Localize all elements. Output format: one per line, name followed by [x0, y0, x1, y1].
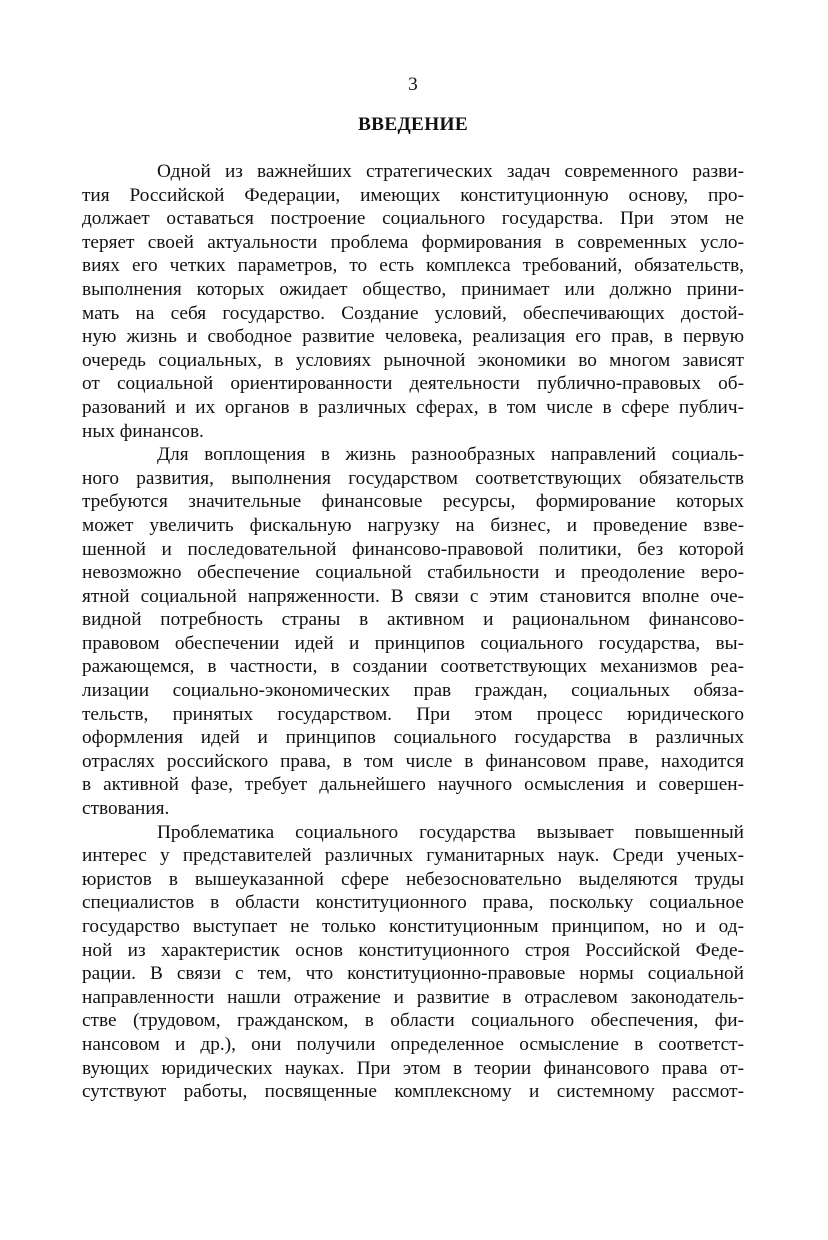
- text-line: от социальной ориентированности деятельности публично-правовых об-: [82, 373, 744, 395]
- text-line: ствования.: [82, 798, 170, 820]
- text-line: Для воплощения в жизнь разнообразных направлений социаль-: [157, 444, 744, 466]
- text-line: сутствуют работы, посвященные комплексному и системному рассмот-: [82, 1081, 744, 1103]
- text-line: невозможно обеспечение социальной стабильности и преодоление веро-: [82, 562, 744, 584]
- text-line: ных финансов.: [82, 420, 204, 442]
- text-line: очередь социальных, в условиях рыночной экономики во многом зависят: [82, 349, 744, 371]
- text-line: оформления идей и принципов социального государства в различных: [82, 727, 744, 749]
- text-line: виях его четких параметров, то есть комплекса требований, обязательств,: [82, 255, 744, 277]
- text-line: должает оставаться построение социального государства. При этом не: [82, 208, 744, 230]
- text-line: ного развития, выполнения государством соответствующих обязательств: [82, 467, 744, 489]
- text-line: стве (трудовом, гражданском, в области социального обеспечения, фи-: [82, 1010, 744, 1032]
- text-line: теряет своей актуальности проблема формирования в современных усло-: [82, 231, 744, 253]
- paragraph: [82, 443, 744, 821]
- text-line: Проблематика социального государства вызывает повышенный: [157, 821, 744, 843]
- text-line: рации. В связи с тем, что конституционно-правовые нормы социальной: [82, 963, 744, 985]
- text-line: лизации социально-экономических прав граждан, социальных обяза-: [82, 680, 744, 702]
- body-text: [82, 160, 744, 1104]
- text-line: интерес у представителей различных гуманитарных наук. Среди ученых-: [82, 845, 744, 867]
- text-line: вующих юридических науках. При этом в теории финансового права от-: [82, 1057, 744, 1079]
- text-line: Одной из важнейших стратегических задач современного разви-: [157, 161, 744, 182]
- text-line: тельств, принятых государством. При этом процесс юридического: [82, 703, 744, 725]
- text-line: разований и их органов в различных сферах, в том числе в сфере публич-: [82, 396, 744, 418]
- text-line: ятной социальной напряженности. В связи с этим становится вполне оче-: [82, 585, 744, 607]
- text-line: требуются значительные финансовые ресурсы, формирование которых: [82, 491, 744, 513]
- text-line: ражающемся, в частности, в создании соответствующих механизмов реа-: [82, 656, 744, 678]
- text-line: юристов в вышеуказанной сфере небезосновательно выделяются труды: [82, 868, 744, 890]
- page-number: 3: [408, 74, 418, 95]
- text-line: в активной фазе, требует дальнейшего научного осмысления и совершен-: [82, 774, 744, 796]
- text-line: государство выступает не только конституционным принципом, но и од-: [82, 916, 744, 937]
- text-line: нансовом и др.), они получили определенное осмысление в соответст-: [82, 1033, 744, 1055]
- text-line: направленности нашли отражение и развитие в отраслевом законодатель-: [82, 986, 744, 1008]
- text-line: выполнения которых ожидает общество, принимает или должно прини-: [82, 278, 744, 300]
- text-line: правовом обеспечении идей и принципов социального государства, вы-: [82, 632, 744, 654]
- section-heading: ВВЕДЕНИЕ: [358, 114, 468, 135]
- paragraph: [82, 821, 744, 1104]
- text-line: ной из характеристик основ конституционного строя Российской Феде-: [82, 939, 744, 961]
- text-line: мать на себя государство. Создание условий, обеспечивающих достой-: [82, 302, 744, 324]
- text-line: видной потребность страны в активном и рациональном финансово-: [82, 609, 744, 631]
- text-line: тия Российской Федерации, имеющих конституционную основу, про-: [82, 184, 744, 206]
- text-line: специалистов в области конституционного права, поскольку социальное: [82, 892, 744, 914]
- text-line: может увеличить фискальную нагрузку на бизнес, и проведение взве-: [82, 514, 744, 536]
- text-line: отраслях российского права, в том числе в финансовом праве, находится: [82, 750, 744, 772]
- document-page: [82, 72, 744, 1104]
- text-line: ную жизнь и свободное развитие человека, реализация его прав, в первую: [82, 326, 744, 348]
- text-line: шенной и последовательной финансово-правовой политики, без которой: [82, 538, 744, 560]
- paragraph: [82, 160, 744, 443]
